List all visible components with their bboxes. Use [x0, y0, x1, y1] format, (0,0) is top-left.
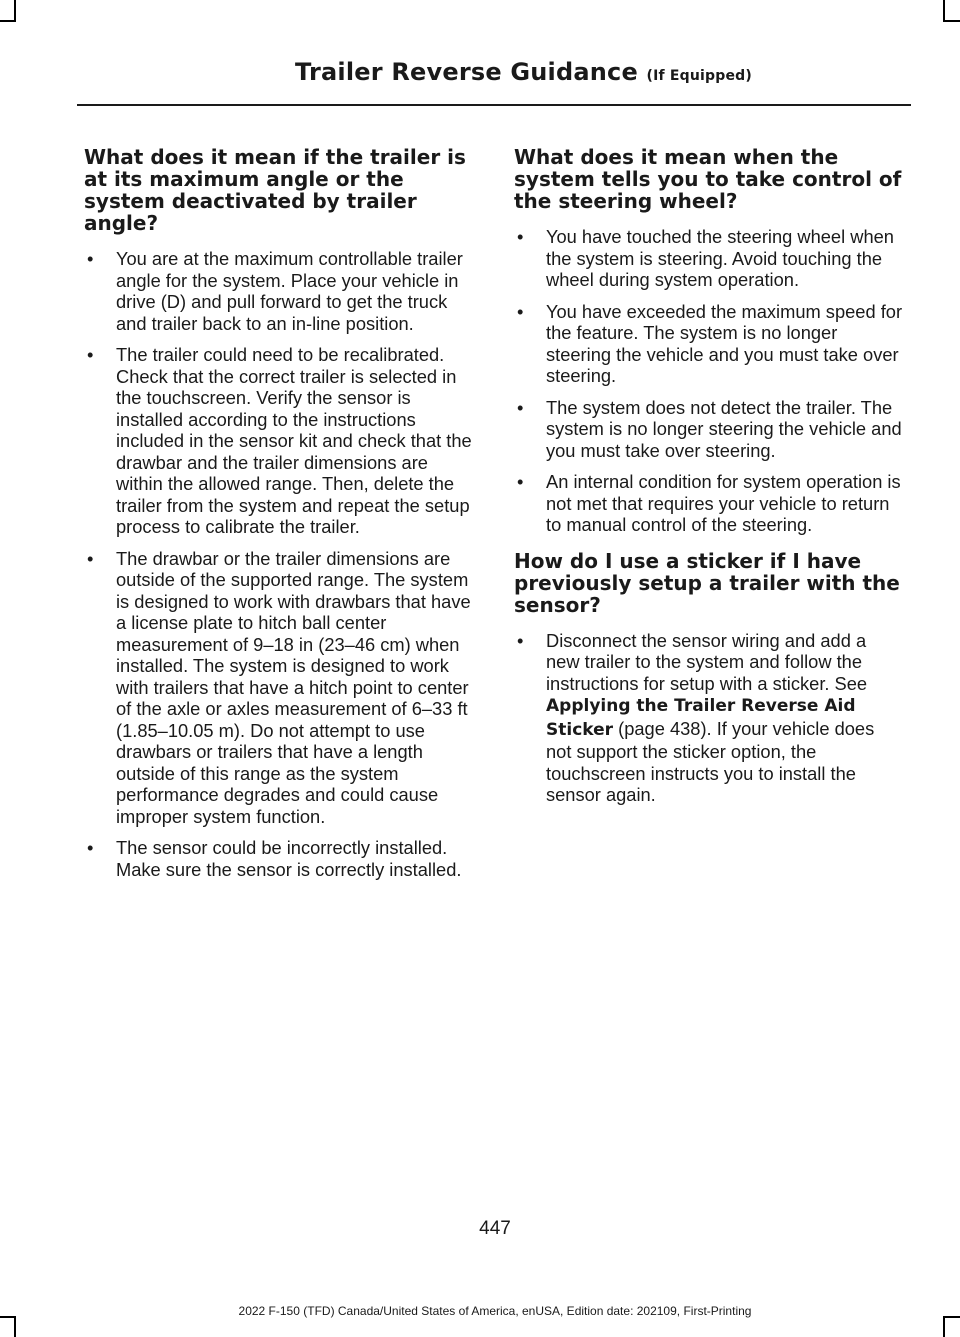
bullet-icon: • [87, 344, 94, 365]
list-item: • The system does not detect the trailer. The system is no longer steering the vehicle and you must take over steering. [517, 396, 902, 461]
crop-mark [943, 0, 945, 22]
crop-mark [943, 20, 960, 22]
list-item: • An internal condition for system operation is not met that requires your vehicle to return to manual control of the steering. [517, 471, 901, 535]
section-heading: What does it mean if the trailer is at its maximum angle or the system deactivated by trailer angle? [84, 145, 466, 235]
list-item: • The drawbar or the trailer dimensions are outside of the supported range. The system is designed to work with drawbars that have a license plate to hitch ball center measurement of 9–18 in (23–46 cm) when installed. The system is designed to work with trailers that have a hitch point to center of the axle or axles measurement of 6–33 ft (1.85–10.05 m). Do not attempt to use drawbars or trailers that have a length outside of this range as the system performance degrades and could cause improper system function. [87, 547, 471, 827]
list-item: • You have exceeded the maximum speed for the feature. The system is no longer steering the vehicle and you must take over steering. [517, 300, 903, 386]
bullet-list [514, 630, 904, 806]
header-title: Trailer Reverse Guidance [295, 58, 638, 86]
bullet-icon: • [87, 837, 94, 858]
left-column [84, 146, 474, 890]
bullet-icon: • [517, 396, 524, 418]
list-item: • Disconnect the sensor wiring and add a new trailer to the system and follow the instructions for setup with a sticker. See Applying the Trailer Reverse Aid Sticker (page 438). If your vehicle does not support the sticker option, the touchscreen instructs you to install the sensor again. [517, 629, 875, 805]
page-reference: (page 438). [613, 717, 712, 739]
bullet-icon: • [87, 547, 94, 569]
bullet-icon: • [517, 300, 524, 322]
bullet-icon: • [517, 471, 524, 492]
crop-mark [0, 20, 16, 22]
bullet-list [514, 226, 904, 536]
header-rule [77, 104, 911, 106]
crop-mark [14, 1316, 16, 1337]
crop-mark [943, 1316, 945, 1337]
page-number: 447 [479, 1218, 511, 1239]
footer-edition-text: 2022 F-150 (TFD) Canada/United States of America, enUSA, Edition date: 202109, First-Printing [238, 1304, 752, 1318]
bullet-icon: • [517, 226, 524, 247]
list-item: • The sensor could be incorrectly installed. Make sure the sensor is correctly installed. [87, 837, 462, 880]
right-column [514, 146, 904, 816]
page-header [295, 58, 752, 86]
list-item: • You are at the maximum controllable trailer angle for the system. Place your vehicle in drive (D) and pull forward to get the truck and trailer back to an in-line position. [87, 248, 463, 334]
bullet-icon: • [517, 629, 524, 651]
cross-reference-link[interactable]: Applying the Trailer Reverse Aid Sticker [546, 696, 856, 740]
bullet-list [84, 248, 474, 880]
list-item: • You have touched the steering wheel when the system is steering. Avoid touching the wheel during system operation. [517, 226, 894, 290]
crop-mark [14, 0, 16, 22]
section-heading: How do I use a sticker if I have previously setup a trailer with the sensor? [514, 548, 900, 617]
section-heading: What does it mean when the system tells you to take control of the steering wheel? [514, 145, 902, 213]
list-item: • The trailer could need to be recalibrated. Check that the correct trailer is selected in the touchscreen. Verify the sensor is installed according to the instructions included in the sensor kit and check that the drawbar and the trailer dimensions are within the allowed range. Then, delete the trailer from the system and repeat the setup process to calibrate the trailer. [87, 344, 472, 537]
bullet-icon: • [87, 248, 94, 269]
header-subtitle: (If Equipped) [646, 68, 752, 84]
